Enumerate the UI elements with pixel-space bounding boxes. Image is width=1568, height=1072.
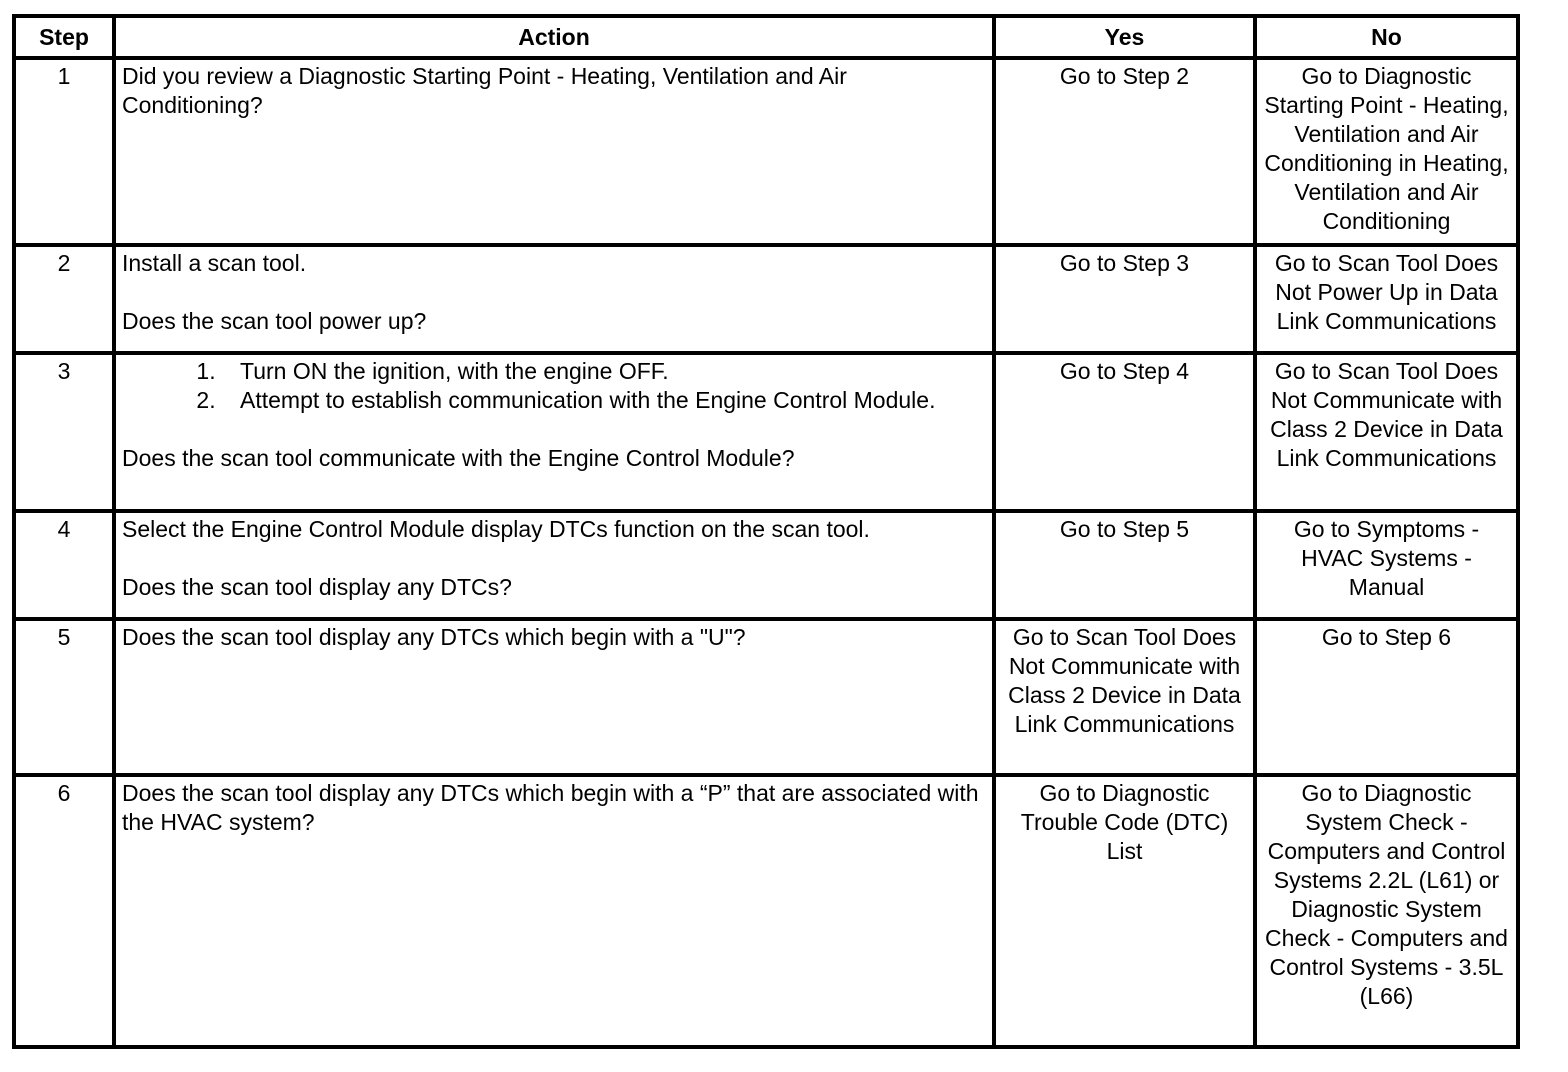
yes-cell: Go to Diagnostic Trouble Code (DTC) List <box>994 775 1255 1047</box>
table-row <box>14 511 1518 619</box>
action-step-item: 2. Attempt to establish communication with the Engine Control Module. <box>222 386 986 415</box>
step-number: 1 <box>14 58 114 245</box>
yes-cell: Go to Step 2 <box>994 58 1255 245</box>
table-row <box>14 245 1518 353</box>
action-question: Does the scan tool display any DTCs? <box>122 574 512 600</box>
no-cell: Go to Scan Tool Does Not Communicate with Class 2 Device in Data Link Communications <box>1255 353 1518 511</box>
action-text: Does the scan tool display any DTCs which begin with a “P” that are associated with the HVAC system? <box>122 780 979 835</box>
yes-cell: Go to Step 5 <box>994 511 1255 619</box>
no-cell: Go to Diagnostic System Check - Computers and Control Systems 2.2L (L61) or Diagnostic System Check - Computers and Control Systems - 3.5L (L66) <box>1255 775 1518 1047</box>
no-cell: Go to Scan Tool Does Not Power Up in Data Link Communications <box>1255 245 1518 353</box>
table-row <box>14 58 1518 245</box>
action-question: Does the scan tool power up? <box>122 308 427 334</box>
action-cell <box>114 619 994 775</box>
table-row <box>14 775 1518 1047</box>
action-text: Install a scan tool. <box>122 250 307 276</box>
action-cell <box>114 353 994 511</box>
yes-cell: Go to Step 4 <box>994 353 1255 511</box>
action-question: Does the scan tool communicate with the Engine Control Module? <box>122 445 795 471</box>
header-action: Action <box>114 16 994 58</box>
step-number: 3 <box>14 353 114 511</box>
action-cell <box>114 58 994 245</box>
action-text: Does the scan tool display any DTCs which begin with a "U"? <box>122 624 746 650</box>
action-text: Did you review a Diagnostic Starting Point - Heating, Ventilation and Air Conditioning? <box>122 63 847 118</box>
step-number: 6 <box>14 775 114 1047</box>
header-step: Step <box>14 16 114 58</box>
action-text: Select the Engine Control Module display DTCs function on the scan tool. <box>122 516 870 542</box>
yes-cell: Go to Step 3 <box>994 245 1255 353</box>
action-cell <box>114 245 994 353</box>
step-number: 5 <box>14 619 114 775</box>
table-row <box>14 619 1518 775</box>
action-cell <box>114 775 994 1047</box>
step-number: 4 <box>14 511 114 619</box>
header-row <box>14 16 1518 58</box>
no-cell: Go to Diagnostic Starting Point - Heating, Ventilation and Air Conditioning in Heating, Ventilation and Air Conditioning <box>1255 58 1518 245</box>
header-no: No <box>1255 16 1518 58</box>
table-row <box>14 353 1518 511</box>
action-steps-list <box>122 357 986 415</box>
no-cell: Go to Symptoms - HVAC Systems - Manual <box>1255 511 1518 619</box>
diagnostic-table-wrapper <box>12 14 1520 1049</box>
no-cell: Go to Step 6 <box>1255 619 1518 775</box>
header-yes: Yes <box>994 16 1255 58</box>
diagnostic-table <box>12 14 1520 1049</box>
yes-cell: Go to Scan Tool Does Not Communicate with Class 2 Device in Data Link Communications <box>994 619 1255 775</box>
action-step-item: 1. Turn ON the ignition, with the engine OFF. <box>222 357 986 386</box>
action-cell <box>114 511 994 619</box>
step-number: 2 <box>14 245 114 353</box>
